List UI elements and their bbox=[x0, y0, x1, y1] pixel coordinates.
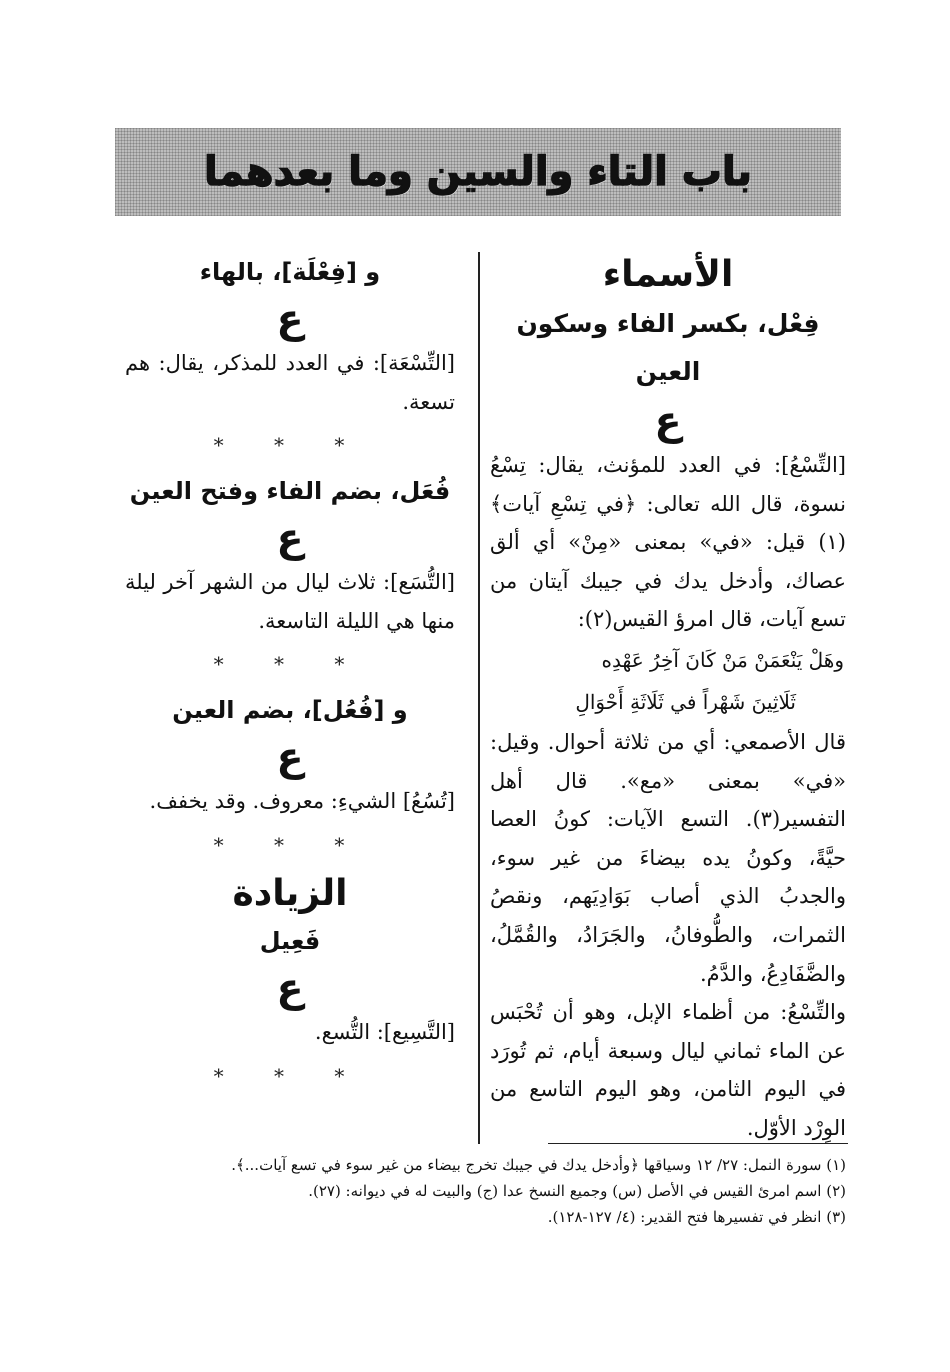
pattern-heading-fual: فُعَل، بضم الفاء وفتح العين bbox=[129, 477, 451, 506]
pattern-heading-filah: و [فِعْلَة]، بالهاء bbox=[199, 258, 381, 286]
left-column bbox=[125, 250, 455, 1100]
entry-tusa: [التُّسَع]: ثلاث ليال من الشهر آخر ليلة منها هي الليلة التاسعة. bbox=[125, 570, 455, 633]
footnote-2: (٢) اسم امرئ القيس في الأصل (س) وجميع النسخ عدا (ج) والبيت له في ديوانه: (٢٧). bbox=[308, 1182, 846, 1200]
pattern-heading-fuul: و [فُعُل]، بضم العين bbox=[172, 696, 408, 725]
verse-line-1: وهَلْ يَنْعَمَنْ مَنْ كَانَ آخِرُ عَهْدِه bbox=[601, 647, 844, 672]
entry-tusu: [تُسُعُ] الشيءِ: معروف. وقد يخفف. bbox=[149, 789, 455, 814]
pattern-heading-fail: فَعِيل bbox=[259, 926, 321, 955]
section-separator: * * * bbox=[213, 832, 367, 857]
pattern-heading-fil: فِعْل، بكسر الفاء وسكون العين bbox=[516, 309, 820, 386]
footnote-1: (١) سورة النمل: ٢٧/ ١٢ وسياقها ﴿وأدخل يدك في جيبك تخرج بيضاء من غير سوء في تسع آيات...﴾. bbox=[231, 1156, 846, 1174]
right-column bbox=[490, 250, 846, 1148]
chapter-banner bbox=[115, 128, 841, 216]
section-separator: * * * bbox=[213, 652, 367, 677]
section-separator: * * * bbox=[213, 433, 367, 458]
column-divider bbox=[478, 252, 480, 1144]
root-letter-ayn: ع bbox=[654, 398, 682, 444]
root-letter-ayn: ع bbox=[276, 734, 304, 781]
section-separator: * * * bbox=[213, 1063, 367, 1088]
section-heading-nouns: الأسماء bbox=[602, 254, 734, 295]
verse-line-2: ثَلَاثِينَ شَهْراً في ثَلَاثَةِ أَحْوَالِ bbox=[575, 689, 796, 714]
footnote-3: (٣) انظر في تفسيرها فتح القدير: (٤/ ١٢٧-١٢٨). bbox=[547, 1208, 846, 1226]
entry-tis-continued: قال الأصمعي: أي من ثلاثة أحوال. وقيل: «في» بمعنى «مع». قال أهل التفسير(٣). التسع الآيات: كونُ العصا حيَّةً، وكونُ يده بيضاءَ من غير سوء، والجدبُ الذي أصاب بَوَادِيَهم، ونقصُ الثمرات، والطُّوفانُ، والجَرَادُ، والقُمَّلُ، والضَّفَادِعُ، والدَّمُ. bbox=[490, 729, 846, 986]
root-letter-ayn: ع bbox=[276, 296, 304, 342]
footnote-rule bbox=[548, 1143, 848, 1144]
root-letter-ayn: ع bbox=[276, 515, 304, 562]
root-letter-ayn: ع bbox=[276, 964, 304, 1011]
entry-tasi: [التَّسِيع]: التُّسع. bbox=[314, 1019, 455, 1044]
entry-tis: [التِّسْعُ]: في العدد للمؤنث، يقال: تِسْعُ نسوة، قال الله تعالى: ﴿في تِسْعِ آيات﴾(١) قيل: «في» بمعنى «مِنْ» أي ألق عصاك، وأدخل يدك في جيبك آيتان من تسع آيات، قال امرؤ القيس(٢): bbox=[490, 453, 846, 632]
chapter-title: باب التاء والسين وما بعدهما bbox=[204, 149, 753, 195]
footnotes bbox=[116, 1152, 846, 1230]
entry-tis-camels: والتِّسْعُ: من أظماء الإبل، وهو أن تُحْبَس عن الماء ثماني ليال وسبعة أيام، ثم تُورَد في اليوم الثامن، وهو اليوم التاسع من الوِرْد الأوّل. bbox=[490, 1000, 846, 1140]
entry-tisah: [التِّسْعَة]: في العدد للمذكر، يقال: هم تسعة. bbox=[125, 351, 455, 414]
section-heading-ziyada: الزيادة bbox=[232, 872, 348, 914]
